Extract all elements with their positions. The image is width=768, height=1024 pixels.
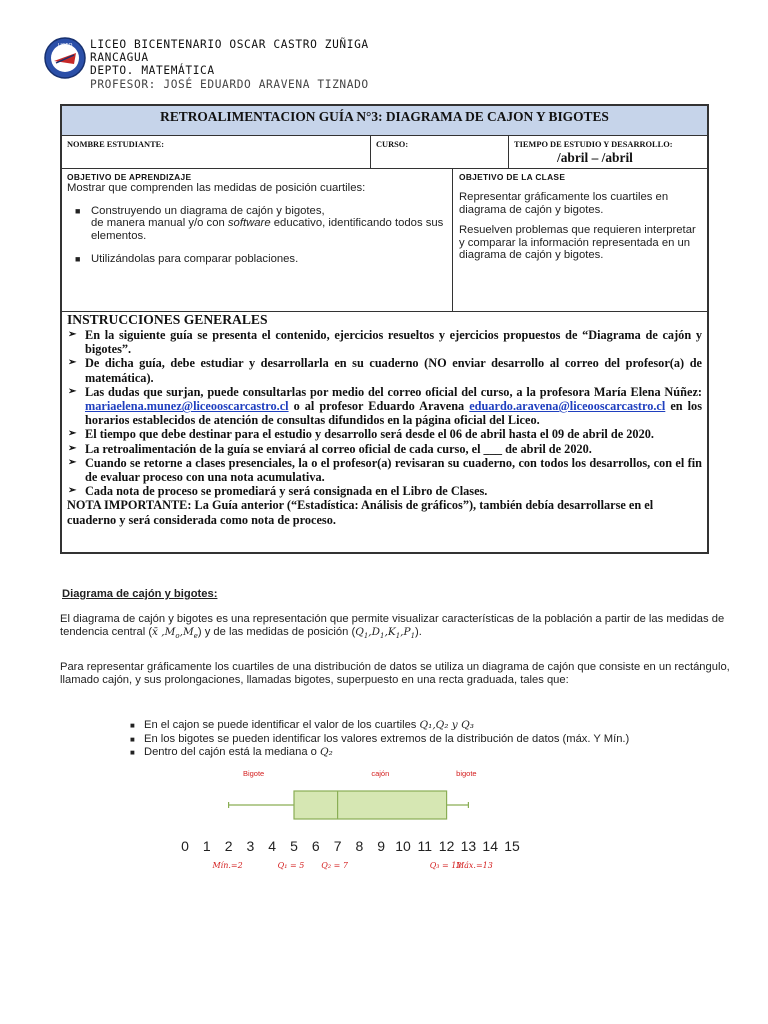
tick-label: 14 xyxy=(482,838,498,854)
objectives-row xyxy=(62,169,707,312)
class-objective-p1: Representar gráficamente los cuartiles en diagrama de cajón y bigotes. xyxy=(459,191,669,216)
list-item xyxy=(67,356,702,384)
learning-objective-text: Mostrar que comprenden las medidas de posición cuartiles: xyxy=(67,182,366,194)
guide-title: RETROALIMENTACION GUÍA N°3: DIAGRAMA DE CAJON Y BIGOTES xyxy=(62,106,707,136)
arrow-bullet-icon: ➢ xyxy=(68,485,77,497)
list-item xyxy=(67,442,702,456)
class-objective-p2: Resuelven problemas que requieren interpretar y comparar la información representada en un diagrama de cajón y bigotes. xyxy=(459,224,696,262)
objective-item-1-b: de manera manual y/o con xyxy=(91,217,228,230)
school-header xyxy=(90,38,369,91)
bullet-1-math: Q₁,Q₂ y Q₃ xyxy=(419,719,474,731)
arrow-bullet-icon: ➢ xyxy=(68,442,77,454)
tick-label: 9 xyxy=(377,838,386,854)
instruction-5: La retroalimentación de la guía se enviará al correo oficial de cada curso, el ___ de abril de 2020. xyxy=(85,441,592,456)
q3-label: Q₃ = 12 xyxy=(429,861,462,870)
tick-label: 11 xyxy=(417,838,433,854)
objective-item-2: Utilizándolas para comparar poblaciones. xyxy=(91,253,299,266)
learning-objective-label: OBJETIVO DE APRENDIZAJE xyxy=(67,172,192,182)
tick-label: 2 xyxy=(224,838,233,854)
arrow-bullet-icon: ➢ xyxy=(68,456,77,468)
q1-label: Q₁ = 5 xyxy=(277,861,305,870)
guide-form xyxy=(60,104,709,554)
important-note xyxy=(67,498,702,526)
math-sub: 1 xyxy=(363,632,369,641)
arrow-bullet-icon: ➢ xyxy=(68,329,77,340)
list-item xyxy=(73,205,447,243)
list-item xyxy=(67,484,702,498)
para1-a: El diagrama de cajón y bigotes es una representación que permite visualizar características de la población a partir de las medidas de tendencia central ( xyxy=(60,613,725,638)
bullet-3-text: Dentro del cajón está la mediana o xyxy=(144,746,321,759)
teacher-name: PROFESOR: JOSÉ EDUARDO ARAVENA TIZNADO xyxy=(90,77,369,91)
study-time-value: /abril – /abril xyxy=(557,150,633,165)
email-link-maria-elena[interactable]: mariaelena.munez@liceooscarcastro.cl xyxy=(85,399,289,414)
math-sub: o xyxy=(175,632,180,641)
square-bullet-icon: ■ xyxy=(75,254,81,265)
list-item xyxy=(67,385,702,428)
math-sub: 1 xyxy=(380,632,385,641)
school-crest-icon xyxy=(44,37,86,79)
math-p: ,P xyxy=(400,626,411,638)
objective-item-1-em: software xyxy=(227,217,271,230)
instruction-3-c: en los horarios establecidos de atención de consultas difundidos en la página oficial del Liceo. xyxy=(85,399,702,428)
learning-objective-list xyxy=(67,205,447,266)
bullet-1-text: En el cajon se puede identificar el valor de los cuartiles xyxy=(144,719,420,731)
student-info-row xyxy=(62,136,707,169)
math-sub: e xyxy=(193,632,198,641)
tick-label: 13 xyxy=(460,838,477,854)
square-bullet-icon: ■ xyxy=(130,748,135,758)
math-sub: 1 xyxy=(410,632,416,641)
arrow-bullet-icon: ➢ xyxy=(68,385,77,397)
learning-objective xyxy=(62,169,453,312)
logo-text: LICEO xyxy=(57,43,73,49)
instruction-1: En la siguiente guía se presenta el contenido, ejercicios resueltos y ejercicios propuestos de “Diagrama de cajón y bigotes”. xyxy=(85,328,702,357)
class-objective-label: OBJETIVO DE LA CLASE xyxy=(459,172,566,182)
tick-label: 3 xyxy=(246,838,255,854)
math-k: ,K xyxy=(384,626,396,638)
box-label: cajón xyxy=(371,769,390,778)
student-name-cell[interactable] xyxy=(62,136,371,169)
general-instructions xyxy=(62,312,707,527)
list-item xyxy=(67,456,702,484)
student-name-label: NOMBRE ESTUDIANTE: xyxy=(67,140,165,149)
representation-paragraph: Para representar gráficamente los cuartiles de una distribución de datos se utiliza un diagrama de cajón que consiste en un rectángulo, llamado cajón, y sus prolongaciones, llamadas bigotes, superpuesto en una recta graduada, tales que: xyxy=(60,661,730,686)
class-objective xyxy=(453,169,707,312)
central-measures-math xyxy=(152,626,198,641)
list-item xyxy=(67,328,702,356)
important-note-text: La Guía anterior (“Estadística: Análisis de gráficos”), también debía desarrollarse en el cuaderno y será considerada como nota de proceso. xyxy=(67,498,654,527)
math-d: ,D xyxy=(368,626,381,638)
math-median: ,M xyxy=(179,626,194,638)
tick-label: 4 xyxy=(268,838,277,854)
instruction-6: Cuando se retorne a clases presenciales, la o el profesor(a) revisaran su cuaderno, con todos los desarrollos, con el fin de evaluar proceso con una nota acumulativa. xyxy=(85,455,702,485)
department: DEPTO. MATEMÁTICA xyxy=(90,64,215,78)
arrow-bullet-icon: ➢ xyxy=(68,428,77,440)
objective-item-1-a: Construyendo un diagrama de cajón y bigotes, xyxy=(91,204,325,217)
study-time-label: TIEMPO DE ESTUDIO Y DESARROLLO: xyxy=(514,140,673,149)
list-item xyxy=(73,253,447,266)
math-mean: x̄ ,M xyxy=(152,626,176,638)
box-rect xyxy=(294,791,447,819)
tick-label: 15 xyxy=(504,838,520,854)
list-item xyxy=(130,746,629,760)
instruction-3-a: Las dudas que surjan, puede consultarlas por medio del correo oficial del curso, a la profesora María Elena Núñez: xyxy=(85,384,702,399)
instruction-4: El tiempo que debe destinar para el estudio y desarrollo será desde el 06 de abril hasta el 09 de abril de 2020. xyxy=(85,427,654,442)
max-label: Máx.=13 xyxy=(455,861,493,870)
list-item xyxy=(130,719,629,733)
square-bullet-icon: ■ xyxy=(130,721,135,730)
q2-label: Q₂ = 7 xyxy=(321,861,348,870)
box-plot-features xyxy=(130,719,629,760)
bullet-3-math: Q₂ xyxy=(320,746,333,759)
objective-item-1-c: educativo, identificando todos sus elementos. xyxy=(91,217,444,242)
tick-label: 10 xyxy=(395,838,411,854)
tick-label: 8 xyxy=(355,838,364,854)
min-label: Mín.=2 xyxy=(212,861,243,870)
para1-b: ) y de las medidas de posición ( xyxy=(197,626,356,638)
email-link-eduardo[interactable]: eduardo.aravena@liceooscarcastro.cl xyxy=(469,399,666,414)
box-plot-chart xyxy=(170,762,530,882)
intro-paragraph xyxy=(60,613,730,643)
instruction-2: De dicha guía, debe estudiar y desarrollarla en su cuaderno (NO enviar desarrollo al correo del profesor(a) de matemática). xyxy=(85,356,702,385)
tick-label: 12 xyxy=(438,838,455,854)
school-name: LICEO BICENTENARIO OSCAR CASTRO ZUÑIGA xyxy=(90,38,369,51)
course-cell[interactable] xyxy=(371,136,509,169)
tick-label: 0 xyxy=(181,838,189,854)
study-time-cell xyxy=(509,136,707,169)
section-title: Diagrama de cajón y bigotes: xyxy=(62,588,218,600)
school-city: RANCAGUA xyxy=(90,51,149,65)
square-bullet-icon: ■ xyxy=(130,734,135,744)
position-measures-math xyxy=(355,626,416,641)
math-sub: 1 xyxy=(395,632,401,641)
important-note-label: NOTA IMPORTANTE: xyxy=(67,498,192,513)
bullet-2-text: En los bigotes se pueden identificar los valores extremos de la distribución de datos (máx. Y Mín.) xyxy=(144,732,630,745)
tick-label: 5 xyxy=(290,838,298,854)
whisker-right-label: bigote xyxy=(456,769,477,778)
tick-label: 7 xyxy=(333,838,342,854)
course-label: CURSO: xyxy=(376,140,409,149)
tick-label: 1 xyxy=(202,838,211,854)
instruction-3-b: o al profesor Eduardo Aravena xyxy=(288,399,470,414)
tick-label: 6 xyxy=(311,838,320,854)
math-q: Q xyxy=(355,626,364,638)
instructions-heading: INSTRUCCIONES GENERALES xyxy=(67,312,268,327)
square-bullet-icon: ■ xyxy=(75,205,81,216)
whisker-label: Bigote xyxy=(242,769,265,778)
list-item xyxy=(130,733,629,747)
arrow-bullet-icon: ➢ xyxy=(68,357,77,369)
para1-c: ). xyxy=(415,626,422,638)
list-item xyxy=(67,427,702,441)
instruction-7: Cada nota de proceso se promediará y será consignada en el Libro de Clases. xyxy=(85,484,488,499)
